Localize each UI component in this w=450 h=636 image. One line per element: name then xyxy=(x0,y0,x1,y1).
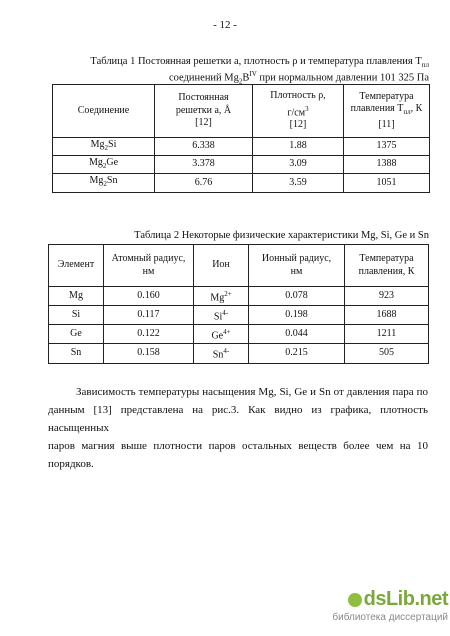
table-row xyxy=(53,174,430,193)
ion-symbol: Sn xyxy=(212,349,224,361)
density-unit-sup: 3 xyxy=(305,104,309,113)
table1-caption-part-sup: IV xyxy=(249,70,257,78)
temp-label: плавления T xyxy=(350,103,404,115)
table1-cell-density: 3.09 xyxy=(253,156,344,174)
table2-cell-ionic-radius: 0.044 xyxy=(249,325,345,344)
table-row xyxy=(49,306,429,325)
header-line: [12] xyxy=(195,117,212,129)
table2-cell-element: Ge xyxy=(49,325,104,344)
table2-cell-ion xyxy=(194,306,249,325)
table1-cell-compound xyxy=(53,174,155,193)
table1-caption-sub: пл xyxy=(421,61,429,70)
ion-charge: 4+ xyxy=(223,327,231,336)
table1-header-temp xyxy=(344,85,430,138)
header-line xyxy=(344,103,429,119)
compound-rest: Sn xyxy=(106,175,118,187)
table2-cell-element: Si xyxy=(49,306,104,325)
table2-header-ion: Ион xyxy=(194,245,249,287)
compound-base: Mg xyxy=(90,138,105,150)
compound-rest: Ge xyxy=(106,156,119,168)
table1-caption-part-b: B xyxy=(242,72,250,84)
table2-cell-atomic-radius: 0.160 xyxy=(104,287,194,306)
table2-header-ionic-radius xyxy=(249,245,345,287)
ion-charge: 4- xyxy=(222,308,229,317)
table2-cell-element: Sn xyxy=(49,344,104,364)
header-line: Постоянная xyxy=(178,92,229,104)
table1-cell-compound xyxy=(53,138,155,156)
table2-header-element: Элемент xyxy=(49,245,104,287)
table1-cell-temp: 1388 xyxy=(344,156,430,174)
table2-cell-melting: 1688 xyxy=(345,306,429,325)
table1 xyxy=(52,84,430,193)
table1-header-density xyxy=(253,85,344,138)
table-row xyxy=(49,325,429,344)
header-line: [12] xyxy=(289,119,307,131)
header-line: Атомный радиус, xyxy=(111,253,186,264)
paragraph-line: паров магния выше плотности паров остальных веществ более чем на 10 xyxy=(48,440,428,452)
table1-cell-density: 3.59 xyxy=(253,174,344,193)
table1-caption-part-sub: 2 xyxy=(238,77,243,86)
table1-header-row xyxy=(53,85,430,138)
header-line: нм xyxy=(142,265,155,277)
table2-cell-melting: 505 xyxy=(345,344,429,364)
ion-symbol: Ge xyxy=(211,329,224,341)
paragraph-line: порядков. xyxy=(48,458,94,470)
watermark-brand: dsLib.net xyxy=(363,588,448,610)
table-row xyxy=(49,344,429,364)
table1-caption-text: Таблица 1 Постоянная решетки a, плотность ρ и температура плавления T xyxy=(90,56,422,67)
table2-cell-ion xyxy=(194,325,249,344)
table1-cell-compound xyxy=(53,156,155,174)
temp-label-unit: , К xyxy=(410,103,423,115)
table2-cell-atomic-radius: 0.117 xyxy=(104,306,194,325)
ion-symbol: Si xyxy=(213,310,223,322)
table2-cell-atomic-radius: 0.122 xyxy=(104,325,194,344)
compound-sub: 2 xyxy=(104,143,109,152)
table2-cell-melting: 923 xyxy=(345,287,429,306)
header-line: решетки a, Å xyxy=(175,104,232,116)
table2-caption: Таблица 2 Некоторые физические характеристики Mg, Si, Ge и Sn xyxy=(134,230,429,241)
table2-cell-ionic-radius: 0.078 xyxy=(249,287,345,306)
table2-cell-ion xyxy=(194,344,249,364)
table2-header-row xyxy=(49,245,429,287)
ion-charge: 2+ xyxy=(224,289,232,298)
paragraph-line: Зависимость температуры насыщения Mg, Si, Ge и Sn от давления пара по xyxy=(76,386,428,398)
table2-cell-ion xyxy=(194,287,249,306)
body-paragraph xyxy=(48,383,428,473)
watermark-tagline: библиотека диссертаций xyxy=(332,612,448,623)
table1-cell-lattice: 6.76 xyxy=(155,174,253,193)
table1-cell-temp: 1051 xyxy=(344,174,430,193)
compound-sub: 2 xyxy=(102,161,107,170)
table-row xyxy=(49,287,429,306)
compound-base: Mg xyxy=(89,175,104,187)
density-unit: г/см xyxy=(287,106,306,118)
ion-charge: 4- xyxy=(223,347,230,356)
dslib-watermark xyxy=(298,588,448,623)
table1-header-lattice xyxy=(155,85,253,138)
header-line: Температура xyxy=(359,90,414,102)
header-line: Ионный радиус, xyxy=(261,253,332,264)
table1-header-compound: Соединение xyxy=(53,85,155,138)
header-line: плавления, К xyxy=(358,265,415,277)
compound-base: Mg xyxy=(88,156,103,168)
compound-rest: Si xyxy=(108,138,117,150)
watermark-brand-row xyxy=(298,588,448,611)
paragraph-line: данным [13] представлена на рис.3. Как видно из графика, плотность насыщенных xyxy=(48,404,428,434)
table2-cell-atomic-radius: 0.158 xyxy=(104,344,194,364)
logo-dot-icon xyxy=(348,593,362,607)
table1-cell-lattice: 3.378 xyxy=(155,156,253,174)
table2-cell-ionic-radius: 0.198 xyxy=(249,306,345,325)
table2-cell-element: Mg xyxy=(49,287,104,306)
table1-caption-part-c: при нормальном давлении 101 325 Па xyxy=(256,72,429,84)
table-row xyxy=(53,156,430,174)
header-line: нм xyxy=(290,265,303,277)
page-number: - 12 - xyxy=(213,19,237,31)
table1-caption-part-a: соединений Mg xyxy=(169,72,239,84)
table2-cell-ionic-radius: 0.215 xyxy=(249,344,345,364)
table2-cell-melting: 1211 xyxy=(345,325,429,344)
header-line: Температура xyxy=(359,253,414,264)
compound-sub: 2 xyxy=(103,180,107,189)
temp-label-sub: пл xyxy=(403,108,411,117)
ion-symbol: Mg xyxy=(210,291,225,303)
table1-cell-density: 1.88 xyxy=(253,138,344,156)
table2 xyxy=(48,244,429,364)
header-line: Плотность ρ, xyxy=(270,90,326,102)
table2-header-melting xyxy=(345,245,429,287)
table-row xyxy=(53,138,430,156)
table2-header-atomic-radius xyxy=(104,245,194,287)
table1-cell-temp: 1375 xyxy=(344,138,430,156)
header-line xyxy=(253,103,343,120)
header-line: [11] xyxy=(378,118,395,130)
table1-cell-lattice: 6.338 xyxy=(155,138,253,156)
